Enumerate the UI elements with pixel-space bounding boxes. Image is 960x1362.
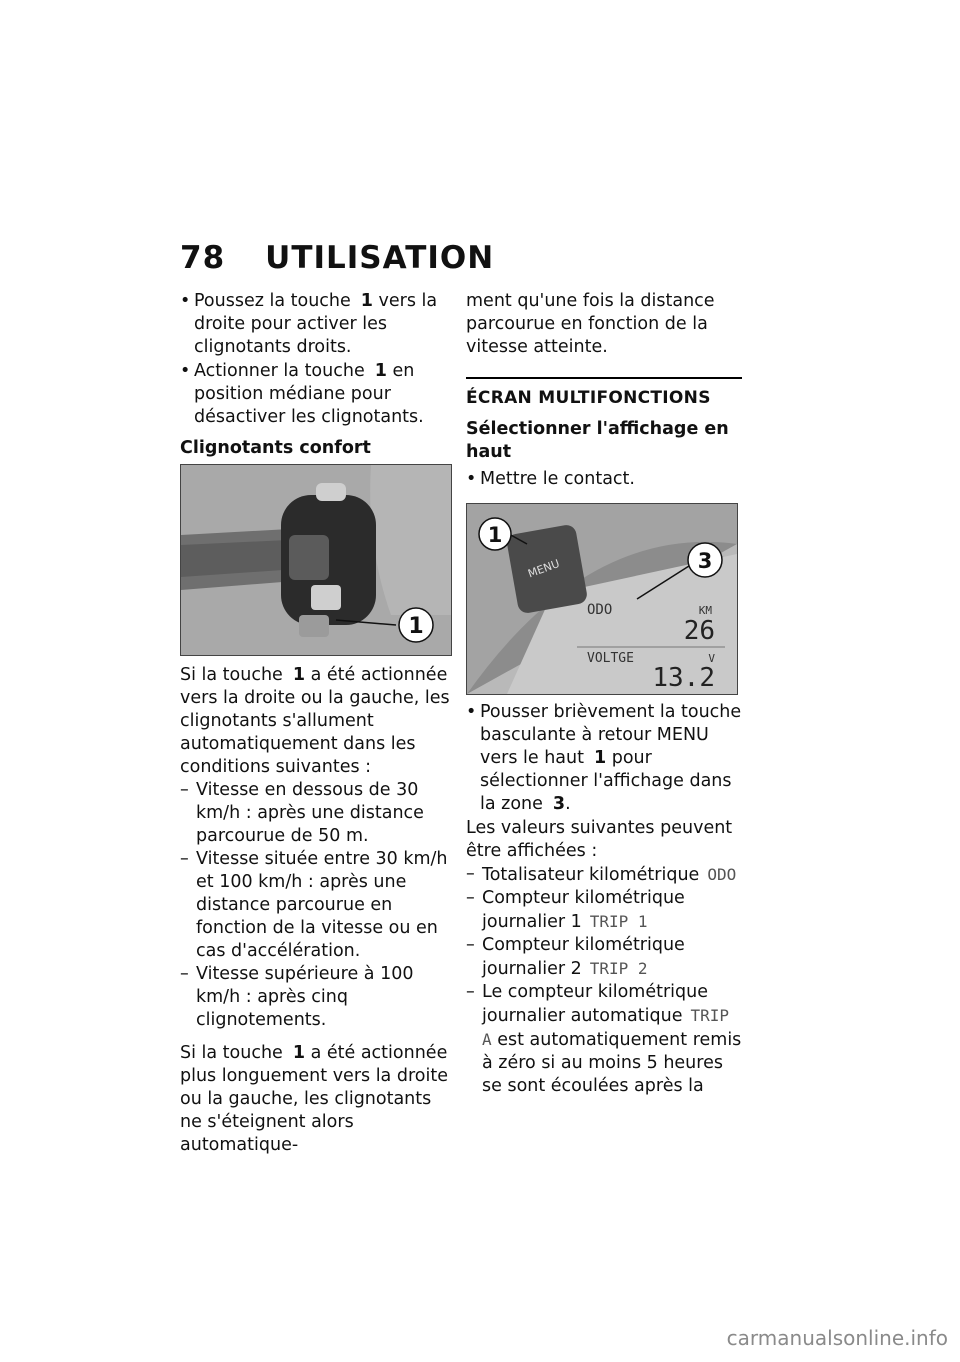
left-column: [180, 290, 452, 1157]
lcd-odo-value: 26: [683, 616, 715, 646]
callout-1-label: 1: [408, 614, 424, 639]
handlebar-switch-figure: [180, 464, 452, 656]
value-tripa: – Le compteur kilométrique journalier automatique TRIP A est automatiquement remis à zéro si au moins 5 heures se sont écoulées après la: [466, 981, 742, 1098]
page-header: [180, 240, 494, 276]
ref-number: 1: [292, 665, 306, 685]
lcd-voltage-unit: V: [708, 652, 715, 665]
ref-number: 1: [292, 1043, 306, 1063]
value-trip2: – Compteur kilométrique journalier 2 TRIP 2: [466, 934, 742, 981]
section-divider: [466, 377, 742, 379]
lcd-odo-unit: KM: [698, 604, 712, 617]
menu-switch-shape: [289, 535, 329, 580]
section-heading-multifunction: ÉCRAN MULTIFONCTIONS: [466, 388, 711, 408]
subheading-select-display: Sélectionner l'affichage en haut: [466, 419, 729, 462]
ref-number: 1: [593, 748, 607, 768]
ref-number: 1: [360, 291, 373, 311]
display-illustration: [467, 504, 737, 694]
ref-number: 3: [552, 794, 566, 814]
display-code: TRIP A: [482, 1006, 729, 1049]
subheading-comfort-indicators: Clignotants confort: [180, 438, 371, 458]
paragraph-long-press: Si la touche 1 a été actionnée plus longuement vers la droite ou la gauche, les clignotants ne s'éteignent alors automatique-: [180, 1043, 448, 1155]
page-title: UTILISATION: [265, 240, 495, 276]
display-code: TRIP 2: [589, 959, 648, 978]
callout-3-label: 3: [697, 549, 713, 573]
display-code: TRIP 1: [589, 912, 648, 931]
bullet-deactivate: • Actionner la touche 1 en position médiane pour désactiver les clignotants.: [180, 360, 452, 429]
watermark: carmanualsonline.info: [726, 1326, 948, 1350]
bullet-ignition: • Mettre le contact.: [466, 468, 742, 491]
page-number: 78: [180, 240, 226, 276]
condition-30-to-100: – Vitesse située entre 30 km/h et 100 km/h : après une distance parcourue en fonction de la vitesse ou en cas d'accélération.: [180, 848, 452, 963]
paragraph-continuation: ment qu'une fois la distance parcourue en fonction de la vitesse atteinte.: [466, 291, 715, 357]
condition-above-100: – Vitesse supérieure à 100 km/h : après cinq clignotements.: [180, 963, 452, 1032]
bullet-push-menu: • Pousser brièvement la touche basculante à retour MENU vers le haut 1 pour sélectionner l'affichage dans la zone 3.: [466, 701, 742, 816]
value-odo: – Totalisateur kilométrique ODO: [466, 863, 742, 887]
multifunction-display-figure: [466, 503, 738, 695]
handlebar-illustration: [181, 465, 451, 655]
values-intro: Les valeurs suivantes peuvent être affichées :: [466, 818, 733, 861]
value-trip1: – Compteur kilométrique journalier 1 TRIP 1: [466, 887, 742, 934]
callout-1-label: 1: [487, 523, 503, 547]
lcd-voltage-label: VOLTGE: [587, 651, 634, 666]
display-code: ODO: [707, 865, 737, 884]
ref-number: 1: [374, 361, 387, 381]
condition-below-30: – Vitesse en dessous de 30 km/h : après une distance parcourue de 50 m.: [180, 779, 452, 848]
menu-label: MENU: [526, 557, 562, 581]
bullet-turn-right: • Poussez la touche 1 vers la droite pour activer les clignotants droits.: [180, 290, 452, 359]
lcd-odo-label: ODO: [587, 602, 613, 618]
lcd-voltage-value: 13.2: [652, 663, 715, 693]
right-column: [466, 290, 742, 1098]
paragraph-comfort-conditions: Si la touche 1 a été actionnée vers la droite ou la gauche, les clignotants s'allument automatiquement dans les conditions suivantes :: [180, 665, 450, 777]
